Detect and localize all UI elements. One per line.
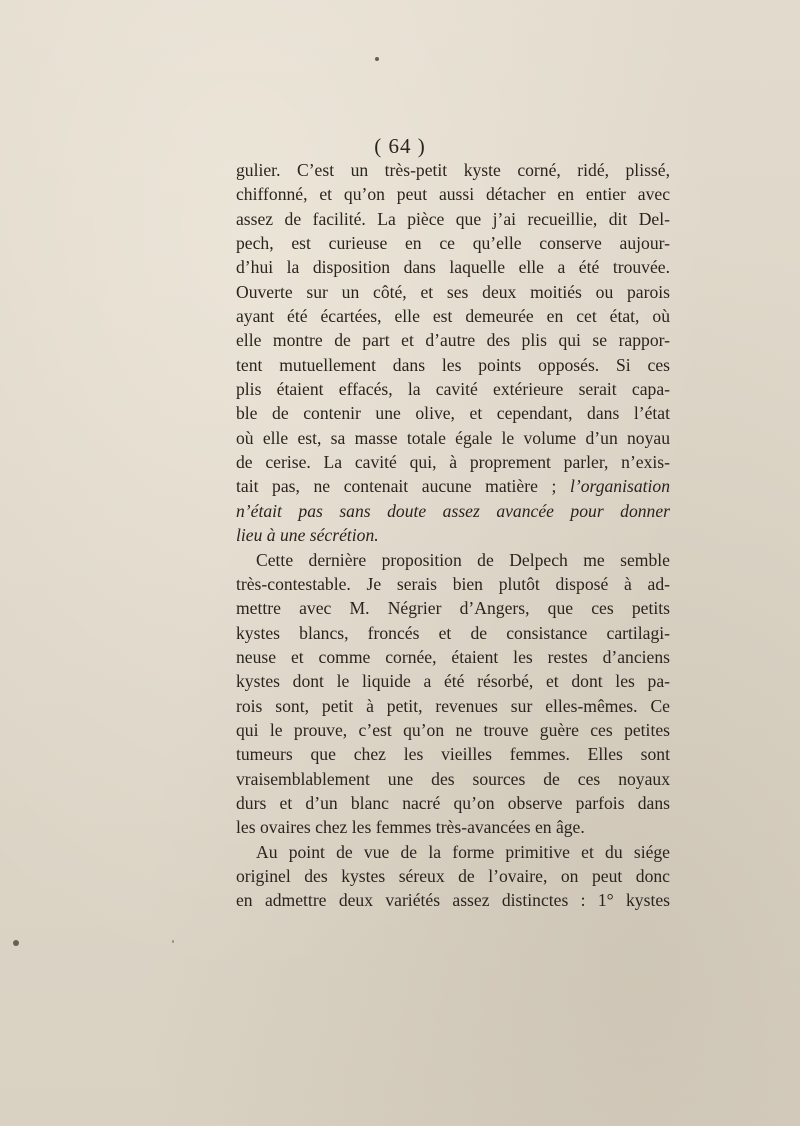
ink-speck [172,940,174,943]
text-line: vraisemblablement une des sources de ces noyaux [236,768,670,789]
page-number: ( 64 ) [374,134,426,158]
text-line: originel des kystes séreux de l’ovaire, on peut donc [236,865,670,886]
text-line: Cette dernière proposition de Delpech me semble [256,549,670,570]
text-line: en admettre deux variétés assez distinctes : 1° kystes [236,890,670,911]
text-line: neuse et comme cornée, étaient les restes d’anciens [236,646,670,667]
body-text [236,158,670,913]
text-line: tent mutuellement dans les points opposés. Si ces [236,354,670,375]
text-line: les ovaires chez les femmes très-avancées en âge. [236,817,585,838]
text-line: n’était pas sans doute assez avancée pour donner [236,500,670,521]
text-line: lieu à une sécrétion. [236,525,379,546]
text-line: kystes dont le liquide a été résorbé, et dont les pa- [236,671,670,692]
text-line: durs et d’un blanc nacré qu’on observe parfois dans [236,792,670,813]
text-line: qui le prouve, c’est qu’on ne trouve guère ces petites [236,719,670,740]
text-line: ble de contenir une olive, et cependant, dans l’état [236,403,670,424]
text-segment: tait pas, ne contenait aucune matière ; [236,476,570,497]
text-line: Ouverte sur un côté, et ses deux moitiés ou parois [236,281,670,302]
text-line: mettre avec M. Négrier d’Angers, que ces petits [236,598,670,619]
text-line: kystes blancs, froncés et de consistance cartilagi- [236,622,670,643]
text-line: tumeurs que chez les vieilles femmes. Elles sont [236,744,670,765]
ink-speck [375,57,379,61]
text-line: plis étaient effacés, la cavité extérieure serait capa- [236,379,670,400]
text-line: Au point de vue de la forme primitive et du siége [256,841,670,862]
text-line: très-contestable. Je serais bien plutôt disposé à ad- [236,573,670,594]
text-line: de cerise. La cavité qui, à proprement parler, n’exis- [236,452,670,473]
text-line: pech, est curieuse en ce qu’elle conserve aujour- [236,233,670,254]
text-line: assez de facilité. La pièce que j’ai recueillie, dit Del- [236,208,670,229]
italic-text-segment: l’organisation [569,476,670,497]
text-line: ayant été écartées, elle est demeurée en cet état, où [236,306,670,327]
ink-speck [13,940,19,946]
text-line: chiffonné, et qu’on peut aussi détacher en entier avec [236,184,670,205]
text-line [236,474,670,498]
text-line: elle montre de part et d’autre des plis qui se rappor- [236,330,670,351]
text-line: d’hui la disposition dans laquelle elle a été trouvée. [236,257,670,278]
text-line: rois sont, petit à petit, revenues sur elles-mêmes. Ce [236,695,670,716]
text-line: où elle est, sa masse totale égale le volume d’un noyau [236,427,670,448]
text-line: gulier. C’est un très-petit kyste corné, ridé, plissé, [236,160,670,180]
